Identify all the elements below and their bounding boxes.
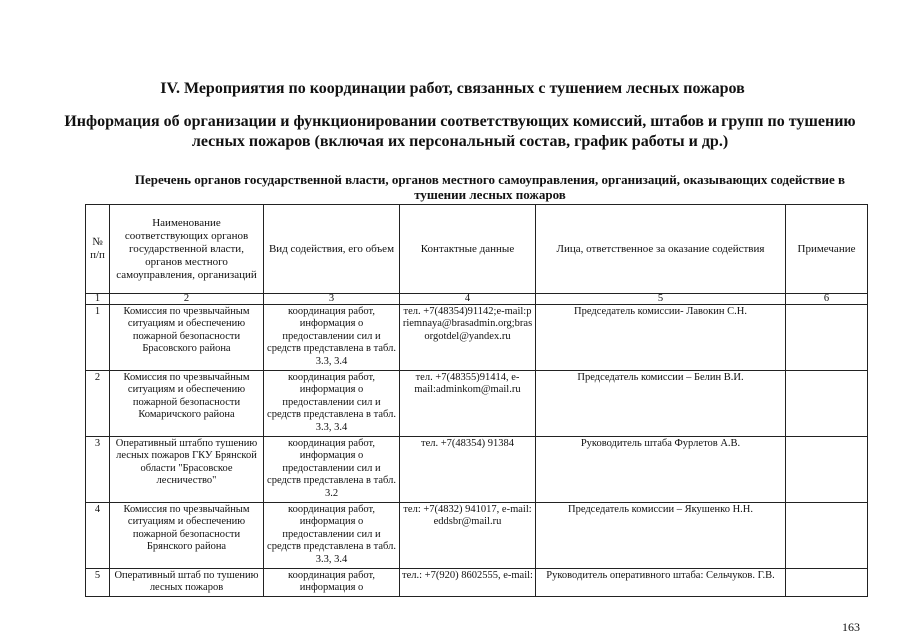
table-row <box>86 569 868 597</box>
column-number: 1 <box>86 294 110 305</box>
responsible-cell: Председатель комиссии – Белин В.И. <box>536 371 786 437</box>
assistance-cell: координация работ, информация о предоставлении сил и средств представлена в табл. 3.2 <box>264 437 400 503</box>
responsible-cell: Председатель комиссии – Якушенко Н.Н. <box>536 503 786 569</box>
column-number: 6 <box>786 294 868 305</box>
column-number-row <box>86 294 868 305</box>
header-cell-responsible: Лица, ответственное за оказание содействия <box>536 205 786 294</box>
assistance-cell: координация работ, информация о предоставлении сил и средств представлена в табл. 3.3, 3.4 <box>264 371 400 437</box>
assistance-table <box>85 204 868 597</box>
assistance-cell: координация работ, информация о предоставлении сил и средств представлена в табл. 3.3, 3.4 <box>264 305 400 371</box>
note-cell <box>786 371 868 437</box>
organization-cell: Комиссия по чрезвычайным ситуациям и обеспечению пожарной безопасности Комаричского района <box>110 371 264 437</box>
organization-cell: Комиссия по чрезвычайным ситуациям и обеспечению пожарной безопасности Брасовского района <box>110 305 264 371</box>
table-header-row <box>86 205 868 294</box>
info-title: Информация об организации и функционировании соответствующих комиссий, штабов и групп по тушению лесных пожаров (включая их персональный состав, график работы и др.) <box>64 113 856 150</box>
header-cell-number: № п/п <box>86 205 110 294</box>
header-cell-assistance: Вид содействия, его объем <box>264 205 400 294</box>
row-number: 5 <box>86 569 110 597</box>
header-cell-organization: Наименование соответствующих органов государственной власти, органов местного самоуправления, организаций <box>110 205 264 294</box>
note-cell <box>786 569 868 597</box>
contacts-cell: тел.: +7(920) 8602555, e-mail: <box>400 569 536 597</box>
column-number: 3 <box>264 294 400 305</box>
list-title: Перечень органов государственной власти, органов местного самоуправления, организаций, оказывающих содействие в тушении лесных пожаров <box>134 172 846 202</box>
contacts-cell: тел. +7(48355)91414, e-mail:adminkom@mail.ru <box>400 371 536 437</box>
row-number: 2 <box>86 371 110 437</box>
row-number: 1 <box>86 305 110 371</box>
row-number: 4 <box>86 503 110 569</box>
section-title: IV. Мероприятия по координации работ, связанных с тушением лесных пожаров <box>160 80 745 97</box>
table-row <box>86 305 868 371</box>
contacts-cell: тел: +7(4832) 941017, e-mail: eddsbr@mail.ru <box>400 503 536 569</box>
page-number: 163 <box>842 620 860 634</box>
column-number: 4 <box>400 294 536 305</box>
assistance-cell: координация работ, информация о <box>264 569 400 597</box>
contacts-cell: тел. +7(48354)91142;e-mail:priemnaya@brasadmin.org;brasorgotdel@yandex.ru <box>400 305 536 371</box>
assistance-cell: координация работ, информация о предоставлении сил и средств представлена в табл. 3.3, 3.4 <box>264 503 400 569</box>
header-cell-note: Примечание <box>786 205 868 294</box>
table-row <box>86 437 868 503</box>
contacts-cell: тел. +7(48354) 91384 <box>400 437 536 503</box>
organization-cell: Оперативный штабпо тушению лесных пожаров ГКУ Брянской области "Брасовское лесничество" <box>110 437 264 503</box>
responsible-cell: Председатель комиссии- Лавокин С.Н. <box>536 305 786 371</box>
table-row <box>86 371 868 437</box>
note-cell <box>786 437 868 503</box>
organization-cell: Оперативный штаб по тушению лесных пожаров <box>110 569 264 597</box>
header-cell-contacts: Контактные данные <box>400 205 536 294</box>
column-number: 5 <box>536 294 786 305</box>
row-number: 3 <box>86 437 110 503</box>
note-cell <box>786 305 868 371</box>
table-row <box>86 503 868 569</box>
column-number: 2 <box>110 294 264 305</box>
responsible-cell: Руководитель оперативного штаба: Сельчуков. Г.В. <box>536 569 786 597</box>
organization-cell: Комиссия по чрезвычайным ситуациям и обеспечению пожарной безопасности Брянского района <box>110 503 264 569</box>
note-cell <box>786 503 868 569</box>
responsible-cell: Руководитель штаба Фурлетов А.В. <box>536 437 786 503</box>
